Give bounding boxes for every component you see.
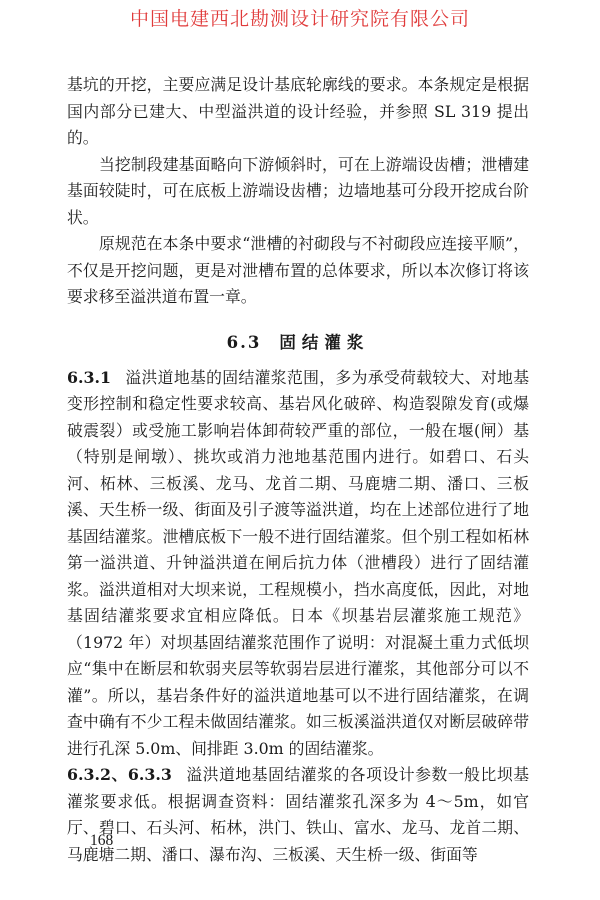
paragraph: 基坑的开挖，主要应满足设计基底轮廓线的要求。本条规定是根据国内部分已建大、中型溢洪道的设计经验，并参照 SL 319 提出的。: [67, 75, 529, 147]
page-body: [67, 72, 529, 868]
clause-number: 6.3.2、6.3.3: [67, 765, 172, 784]
clause: [67, 762, 529, 868]
section-number: 6.3: [226, 332, 262, 352]
section-title: 固结灌浆: [279, 332, 370, 352]
clause: [67, 365, 529, 763]
clause-text: 溢洪道地基的固结灌浆范围，多为承受荷载较大、对地基变形控制和稳定性要求较高、基岩风化破碎、构造裂隙发育(或爆破震裂）或受施工影响岩体卸荷较严重的部位，一般在堰(闸）基（特别是闸墩）、挑坎或消力池地基范围内进行。如碧口、石头河、柘林、三板溪、龙马、龙首二期、马鹿塘二期、潘口、三板溪、天生桥一级、街面及引子渡等溢洪道，均在上述部位进行了地基固结灌浆。泄槽底板下一般不进行固结灌浆。但个别工程如柘林第一溢洪道、升钟溢洪道在闸后抗力体（泄槽段）进行了固结灌浆。溢洪道相对大坝来说，工程规模小，挡水高度低，因此，对地基固结灌浆要求宜相应降低。日本《坝基岩层灌浆施工规范》（1972 年）对坝基固结灌浆范围作了说明：对混凝土重力式低坝应“集中在断层和软弱夹层等软弱岩层进行灌浆，其他部分可以不灌”。所以，基岩条件好的溢洪道地基可以不进行固结灌浆，在调查中确有不少工程未做固结灌浆。如三板溪溢洪道仅对断层破碎带进行孔深 5.0m、间排距 3.0m 的固结灌浆。: [67, 367, 529, 758]
watermark: 中国电建西北勘测设计研究院有限公司: [129, 8, 470, 30]
page-number: 168: [90, 832, 114, 849]
section-heading: [67, 329, 529, 353]
paragraph: 当挖制段建基面略向下游倾斜时，可在上游端设齿槽；泄槽建基面较陡时，可在底板上游端设齿槽；边墙地基可分段开挖成台阶状。: [67, 154, 529, 227]
clause-number: 6.3.1: [67, 367, 111, 387]
paragraph: 原规范在本条中要求“泄槽的衬砌段与不衬砌段应连接平顺”，不仅是开挖问题，更是对泄槽布置的总体要求，所以本次修订将该要求移至溢洪道布置一章。: [67, 234, 529, 306]
clause-text: 溢洪道地基固结灌浆的各项设计参数一般比坝基灌浆要求低。根据调查资料：固结灌浆孔深多为 4～5m，如官厅、碧口、石头河、柘林，洪门、铁山、富水、龙马、龙首二期、马鹿塘二期、潘口、瀑布沟、三板溪、天生桥一级、街面等: [67, 765, 529, 864]
